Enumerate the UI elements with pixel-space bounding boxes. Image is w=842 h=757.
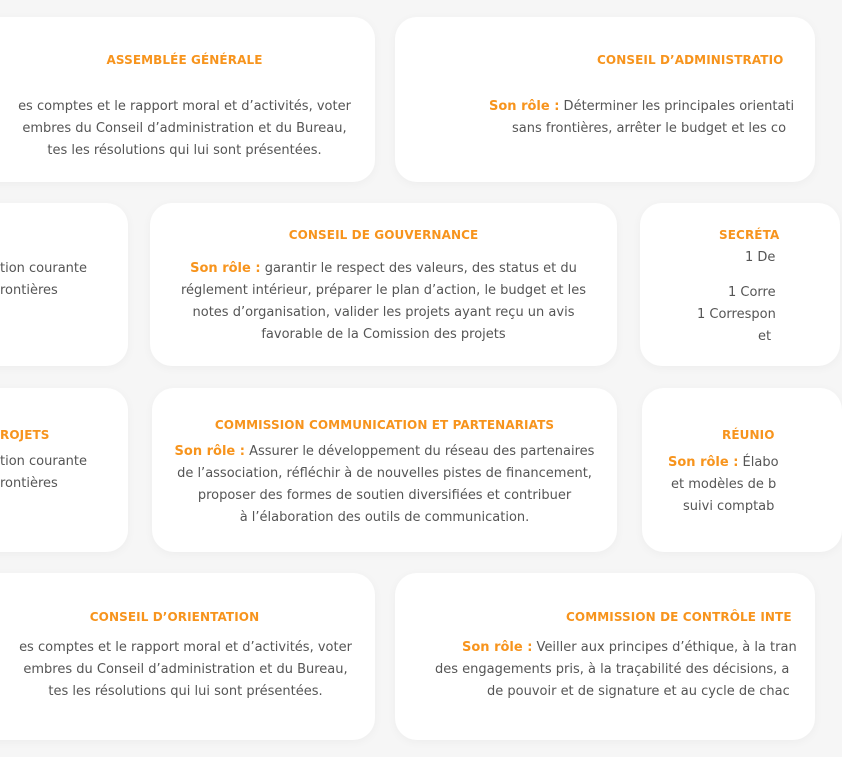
card-description xyxy=(0,451,128,495)
role-text: Veiller aux principes d’éthique, à la tran xyxy=(532,640,797,655)
card-title: SECRÉTA xyxy=(719,228,780,242)
card-secretariat xyxy=(640,203,840,366)
card-description xyxy=(152,441,617,529)
card-title: CONSEIL D’ADMINISTRATIO xyxy=(597,53,784,67)
text-line: notes d’organisation, valider les projets ayant reçu un avis xyxy=(192,305,575,320)
card-projets xyxy=(0,388,128,552)
text-line: embres du Conseil d’administration et du Bureau, xyxy=(23,662,348,677)
card-description xyxy=(0,258,128,302)
text-line: réglement intérieur, préparer le plan d’action, le budget et les xyxy=(180,283,587,298)
role-label: Son rôle : xyxy=(174,444,245,459)
text-line: de l’association, réfléchir à de nouvelles pistes de financement, xyxy=(177,466,592,481)
role-text: Élabo xyxy=(738,455,779,470)
text-line: es comptes et le rapport moral et d’activités, voter xyxy=(19,640,352,655)
text-line: et xyxy=(758,329,772,344)
text-line xyxy=(152,441,617,463)
text-line: rontières xyxy=(0,283,58,298)
card-description xyxy=(150,258,617,346)
role-text: Déterminer les principales orientati xyxy=(559,99,795,114)
card-title: COMMISSION COMMUNICATION ET PARTENARIATS xyxy=(214,418,555,432)
card-title: CONSEIL DE GOUVERNANCE xyxy=(288,228,479,242)
text-line: es comptes et le rapport moral et d’activités, voter xyxy=(18,99,351,114)
card-description xyxy=(0,96,375,162)
text-line: embres du Conseil d’administration et du Bureau, xyxy=(22,121,347,136)
card-title: RÉUNIO xyxy=(722,428,775,442)
text-line: 1 De xyxy=(745,250,776,265)
text-line: tion courante xyxy=(0,454,88,469)
card-description xyxy=(395,637,815,703)
text-line: suivi comptab xyxy=(683,499,775,514)
text-line xyxy=(395,637,815,659)
role-label: Son rôle : xyxy=(668,455,739,470)
text-line xyxy=(642,452,842,474)
role-text: Assurer le développement du réseau des partenaires xyxy=(244,444,595,459)
text-line: des engagements pris, à la traçabilité des décisions, a xyxy=(435,662,790,677)
card-description xyxy=(640,247,840,348)
card-description xyxy=(395,96,815,140)
text-line: proposer des formes de soutien diversifiées et contribuer xyxy=(197,488,572,503)
card-description xyxy=(642,452,842,518)
card-conseil-gouvernance xyxy=(150,203,617,366)
text-line: favorable de la Comission des projets xyxy=(261,327,506,342)
text-line xyxy=(395,96,815,118)
card-reunion xyxy=(642,388,842,552)
card-left-partial xyxy=(0,203,128,366)
text-line: à l’élaboration des outils de communication. xyxy=(239,510,530,525)
role-text: garantir le respect des valeurs, des status et du xyxy=(260,261,577,276)
card-assemblee-generale xyxy=(0,17,375,182)
text-line: de pouvoir et de signature et au cycle de chac xyxy=(487,684,790,699)
card-title: ROJETS xyxy=(0,428,50,442)
card-title: ASSEMBLÉE GÉNÉRALE xyxy=(106,53,263,67)
card-conseil-administration xyxy=(395,17,815,182)
card-commission-communication xyxy=(152,388,617,552)
text-line xyxy=(150,258,617,280)
text-line: tes les résolutions qui lui sont présentées. xyxy=(48,684,323,699)
role-label: Son rôle : xyxy=(190,261,261,276)
text-line xyxy=(640,269,840,282)
text-line: tion courante xyxy=(0,261,88,276)
text-line: sans frontières, arrêter le budget et les co xyxy=(512,121,787,136)
card-commission-controle xyxy=(395,573,815,740)
card-title: COMMISSION DE CONTRÔLE INTE xyxy=(566,610,792,624)
text-line: rontières xyxy=(0,476,58,491)
text-line: 1 Corre xyxy=(728,285,776,300)
role-label: Son rôle : xyxy=(462,640,533,655)
card-title: CONSEIL D’ORIENTATION xyxy=(89,610,260,624)
text-line: tes les résolutions qui lui sont présentées. xyxy=(47,143,322,158)
text-line: et modèles de b xyxy=(671,477,777,492)
card-conseil-orientation xyxy=(0,573,375,740)
card-description xyxy=(0,637,375,703)
text-line: 1 Correspon xyxy=(697,307,776,322)
role-label: Son rôle : xyxy=(489,99,560,114)
